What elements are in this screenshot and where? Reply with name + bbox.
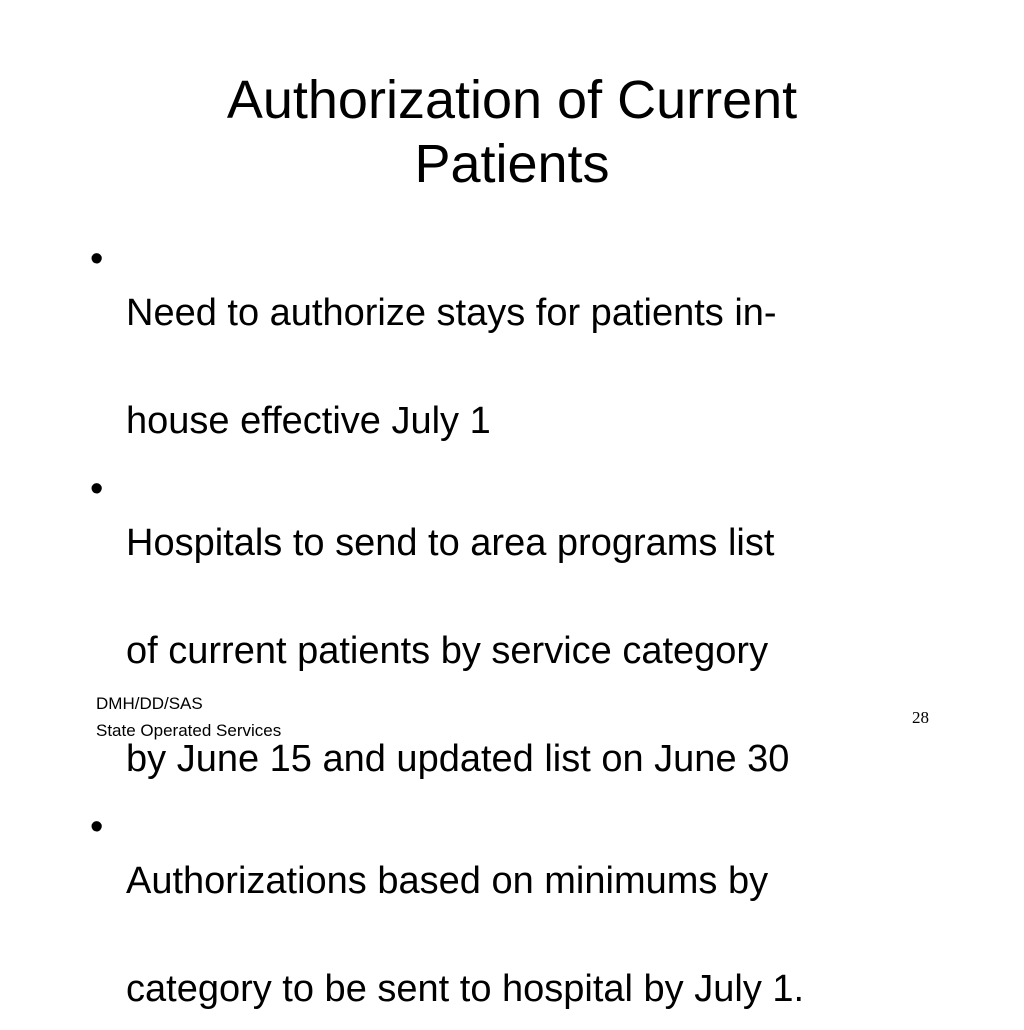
bullet-icon: • <box>90 468 104 510</box>
bullet-list <box>88 232 968 1030</box>
page-number: 28 <box>912 708 929 727</box>
bullet-line: of current patients by service category <box>126 630 769 672</box>
bullet-line: Hospitals to send to area programs list <box>126 522 775 564</box>
bullet-line: house effective July 1 <box>126 400 491 442</box>
footer-organization: DMH/DD/SAS <box>96 694 203 713</box>
bullet-text <box>126 232 968 448</box>
bullet-icon: • <box>90 238 104 280</box>
bullet-icon: • <box>90 806 104 848</box>
footer-department: State Operated Services <box>96 721 282 740</box>
bullet-line: Need to authorize stays for patients in- <box>126 292 777 334</box>
bullet-line: category to be sent to hospital by July 1. <box>126 968 805 1010</box>
slide-footer <box>96 690 281 744</box>
bullet-text <box>126 800 968 1016</box>
slide-title-line: Patients <box>414 134 610 194</box>
bullet-item <box>88 232 968 448</box>
bullet-line: by June 15 and updated list on June 30 <box>126 738 790 780</box>
bullet-item <box>88 800 968 1016</box>
slide-title-line: Authorization of Current <box>226 70 798 130</box>
slide-title <box>100 68 924 196</box>
bullet-line: Authorizations based on minimums by <box>126 860 769 902</box>
